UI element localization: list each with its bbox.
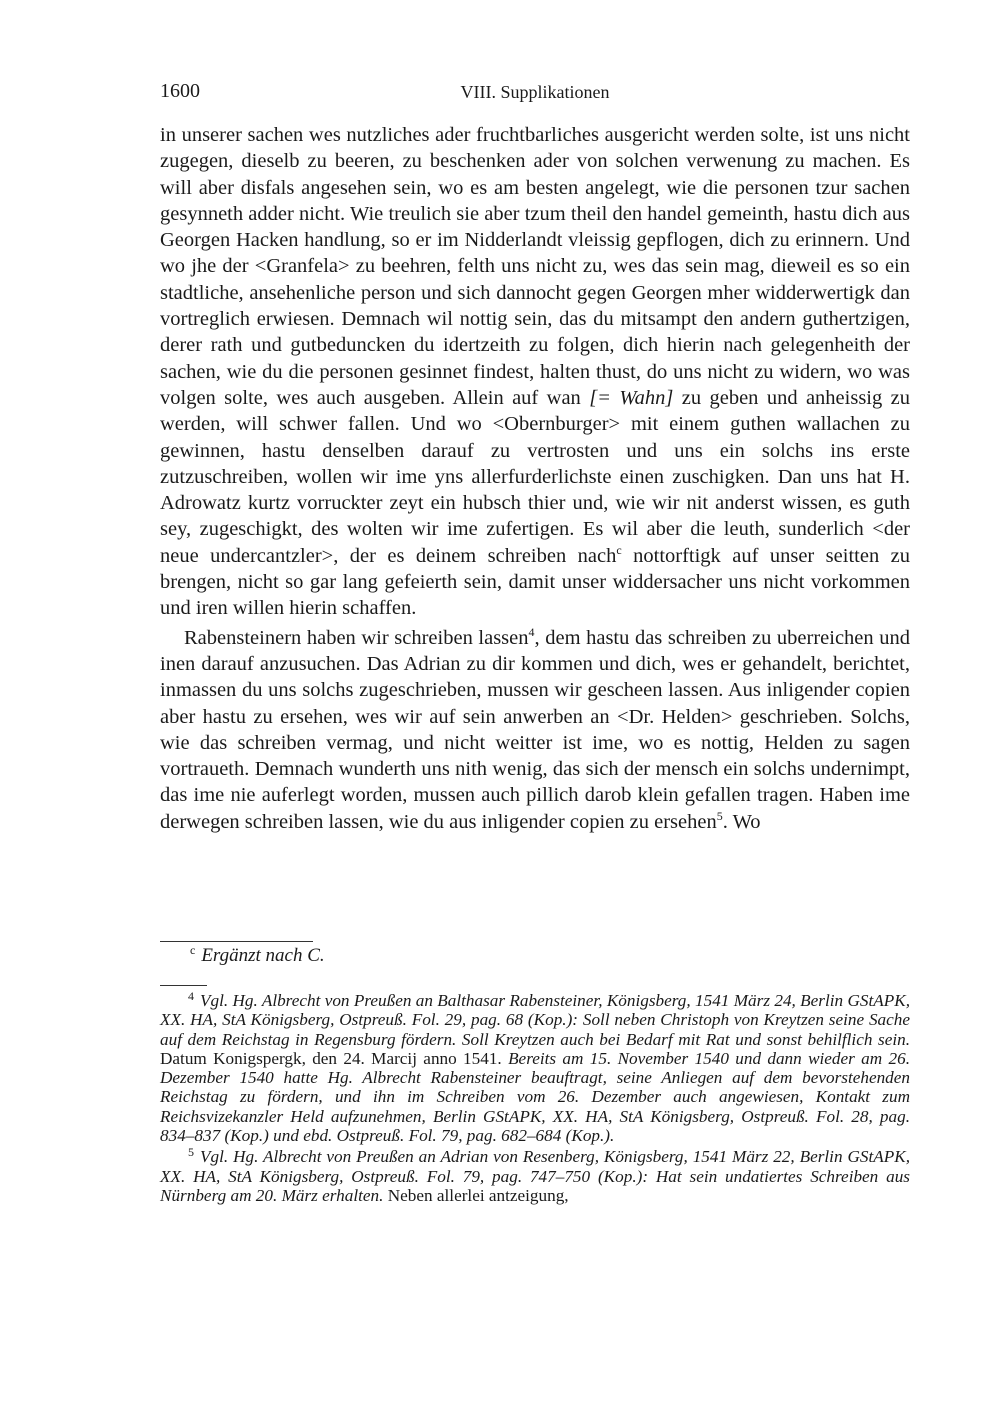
- critical-note-c: $^c$ Ergänzt nach C.: [190, 943, 325, 966]
- footnotes: [160, 991, 910, 1207]
- critical-notes-rule: [160, 941, 313, 942]
- editorial-gloss: [= Wahn]: [589, 386, 674, 409]
- page-header: [160, 80, 910, 108]
- body-text: [160, 122, 910, 835]
- footnote-4: $^4$ Vgl. Hg. Albrecht von Preußen an Balthasar Rabensteiner, Königsberg, 1541 März 24, Berlin GStAPK, XX. HA, StA Königsberg, Ostpreuß. Fol. 29, pag. 68 (Kop.): Soll neben Christoph von Kreytzen seine Sache auf dem Reichstag in Regensburg fördern. Soll Kreytzen auch bei Bedarf mit Rat und sonst behilflich sein. Datum Konigspergk, den 24. Marcij anno 1541. Bereits am 15. November 1540 und dann wieder am 26. Dezember 1540 hatte Hg. Albrecht Rabensteiner beauftragt, seine Anliegen auf dem bevorstehenden Reichstag zu fördern, und ihn im Schreiben vom 26. Dezember auch angewiesen, Kontakt zum Reichsvizekanzler Held aufzunehmen, Berlin GStAPK, XX. HA, StA Königsberg, Ostpreuß. Fol. 28, pag. 834–837 (Kop.) und ebd. Ostpreuß. Fol. 79, pag. 682–684 (Kop.).: [160, 989, 910, 1146]
- paragraph-1: in unserer sachen wes nutzliches ader fruchtbarliches ausgericht werden solte, ist uns nicht zugegen, dieselb zu beeren, zu beschenken ader von solchen verwenung zu machen. Es will aber disfals angesehen sein, wo es am besten angelegt, wie die personen tzur sachen gesynneth adder nicht. Wie treulich sie aber tzum theil den handel gemeinth, hastu dich aus Georgen Hacken handlung, so er im Nidderlandt vleissig gepflogen, dich zu erinnern. Und wo jhe der <Granfela> zu beehren, felth uns nicht zu, wes das sein mag, dieweil es so ein stadtliche, ansehenliche person und sich dannocht gegen Georgen mher widderwertigk dan vortreglich erwiesen. Demnach wil nottig sein, das du mitsampt den andern guthertzigen, derer rath und gutbeduncken du idertzeith zu folgen, dich hierin nach gelegenheith der sachen, wie du die personen gesinnet findest, halten thust, do uns nicht zu widern, wo was volgen solte, wes auch ausgeben. Allein auf wan [= Wahn] zu geben und anheissig zu werden, will schwer fallen. Und wo <Obernburger> mit einem guthen wallachen zu gewinnen, hastu denselben darauf zu vertrosten und uns ein solchs ins erste zutzuschreiben, wollen wir ime yns allerfurderlichste einen zuschigken. Dan uns hat H. Adrowatz kurtz vorruckter zeyt ein hubsch thier und, wie wir nit anderst wissen, es guth sey, zugeschigkt, des wolten wir ime zufertigen. Es wil aber die leuth, sunderlich <der neue undercantzler>, der es deinem schreiben nach$^c$ nottorftigk auf unser seitten zu brengen, nicht so gar lang gefeierth sein, damit unser widdersacher uns nicht vorkommen und iren willen hierin schaffen.: [160, 124, 910, 620]
- footnote-5: $^5$ Vgl. Hg. Albrecht von Preußen an Adrian von Resenberg, Königsberg, 1541 März 22, Berlin GStAPK, XX. HA, StA Königsberg, Ostpreuß. Fol. 79, pag. 747–750 (Kop.): Hat sein undatiertes Schreiben aus Nürnberg am 20. März erhalten. Neben allerlei antzeigung,: [160, 1145, 910, 1205]
- paragraph-2: Rabensteinern haben wir schreiben lassen$^4$, dem hastu das schreiben zu uberreichen und inen darauf anzusuchen. Das Adrian zu dir kommen und dich, wes er gehandelt, berichtet, inmassen du uns solchs zugeschrieben, mussen wir gescheen lassen. Aus inligender copien aber hastu zu ersehen, wes wir auf sein anwerben an <Dr. Helden> geschrieben. Solchs, wie das schreiben vermag, und nicht weitter ist ime, wo es nottig, Helden zu sagen vortraueth. Demnach wunderth uns nith wenig, das sich der mensch ein solchs undernimpt, das ime nie auferlegt worden, mussen auch pillich darob klein gefallen tragen. Haben ime derwegen schreiben lassen, wie du aus inligender copien zu ersehen$^5$. Wo: [160, 624, 910, 833]
- footnote-ref-5: 5: [716, 808, 723, 823]
- page-number: 1600: [160, 80, 200, 102]
- footnote-ref-4: 4: [528, 624, 535, 639]
- footnotes-rule: [160, 985, 207, 986]
- critical-note-mark: c: [616, 542, 622, 557]
- running-title: VIII. Supplikationen: [460, 82, 610, 102]
